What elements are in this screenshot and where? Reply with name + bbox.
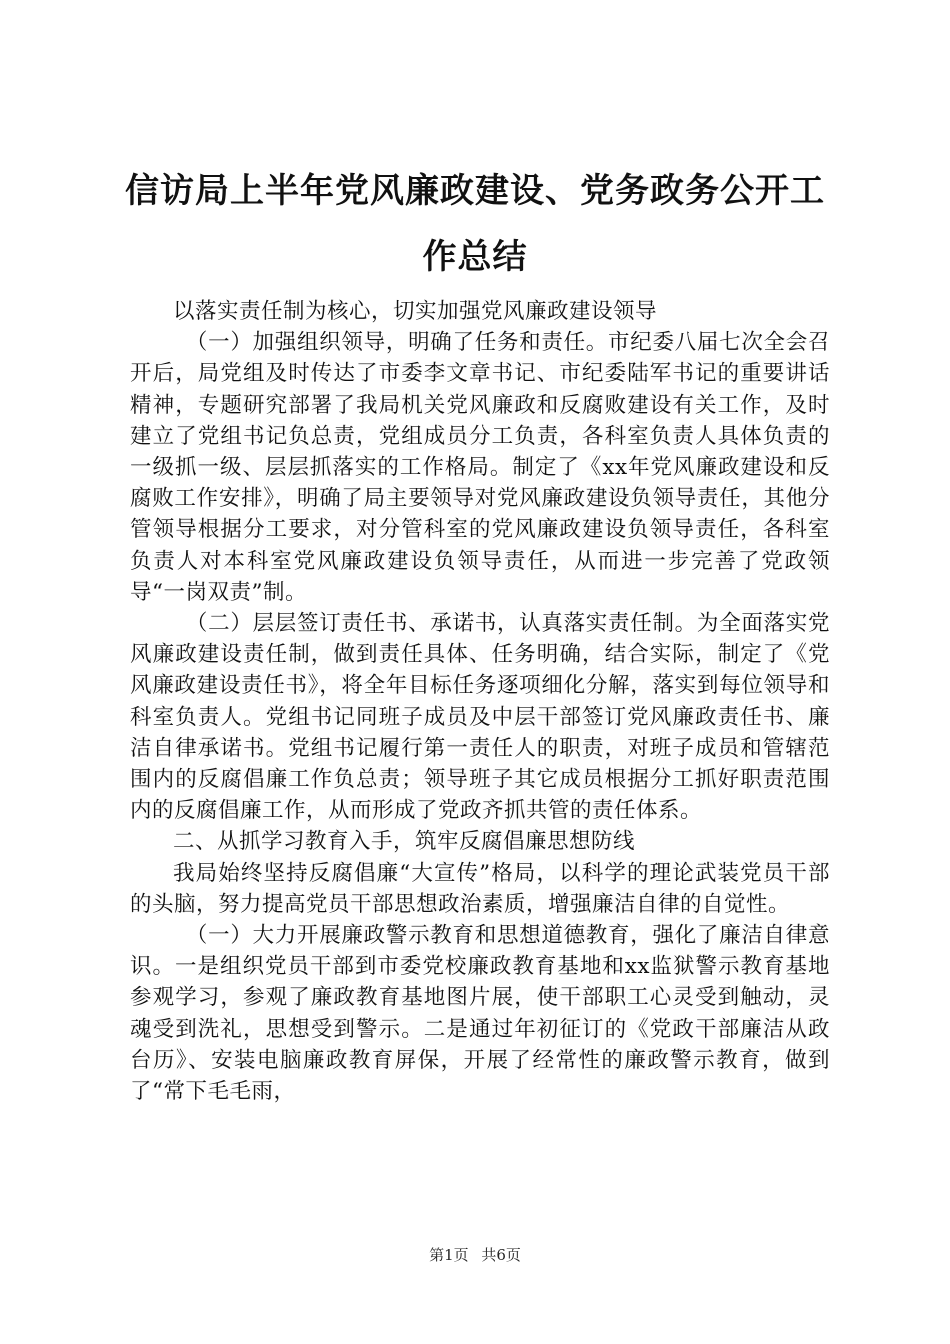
paragraph-2: （一）加强组织领导，明确了任务和责任。市纪委八届七次全会召开后，局党组及时传达了市委李文章书记、市纪委陆军书记的重要讲话精神，专题研究部署了我局机关党风廉政和反腐败建设有关工作，及时建立了党组书记负总责，党组成员分工负责，各科室负责人具体负责的一级抓一级、层层抓落实的工作格局。制定了《xx年党风廉政建设和反腐败工作安排》，明确了局主要领导对党风廉政建设负领导责任，其他分管领导根据分工要求，对分管科室的党风廉政建设负领导责任，各科室负责人对本科室党风廉政建设负领导责任，从而进一步完善了党政领导“一岗双责”制。: [130, 330, 830, 605]
paragraph-3: （二）层层签订责任书、承诺书，认真落实责任制。为全面落实党风廉政建设责任制，做到责任具体、任务明确，结合实际，制定了《党风廉政建设责任书》，将全年目标任务逐项细化分解，落实到每位领导和科室负责人。党组书记同班子成员及中层干部签订党风廉政责任书、廉洁自律承诺书。党组书记履行第一责任人的职责，对班子成员和管辖范围内的反腐倡廉工作负总责；领导班子其它成员根据分工抓好职责范围内的反腐倡廉工作，从而形成了党政齐抓共管的责任体系。: [130, 611, 830, 824]
page-number: 第1页: [429, 1246, 469, 1264]
paragraph-5: （一）大力开展廉政警示教育和思想道德教育，强化了廉洁自律意识。一是组织党员干部到市委党校廉政教育基地和xx监狱警示教育基地参观学习，参观了廉政教育基地图片展，使干部职工心灵受到触动，灵魂受到洗礼，思想受到警示。二是通过年初征订的《党政干部廉洁从政台历》、安装电脑廉政教育屏保，开展了经常性的廉政警示教育，做到了“常下毛毛雨，: [130, 923, 830, 1105]
page-footer: [0, 1244, 950, 1265]
page-total: 共6页: [481, 1246, 521, 1264]
page-title: 信访局上半年党风廉政建设、党务政务公开工作总结: [125, 171, 825, 277]
document-body: [130, 296, 830, 1107]
paragraph-1: 以落实责任制为核心，切实加强党风廉政建设领导: [173, 299, 658, 324]
paragraph-4: 我局始终坚持反腐倡廉“大宣传”格局，以科学的理论武装党员干部的头脑，努力提高党员干部思想政治素质，增强廉洁自律的自觉性。: [130, 860, 830, 917]
section-heading-2: 二、从抓学习教育入手，筑牢反腐倡廉思想防线: [173, 829, 636, 855]
